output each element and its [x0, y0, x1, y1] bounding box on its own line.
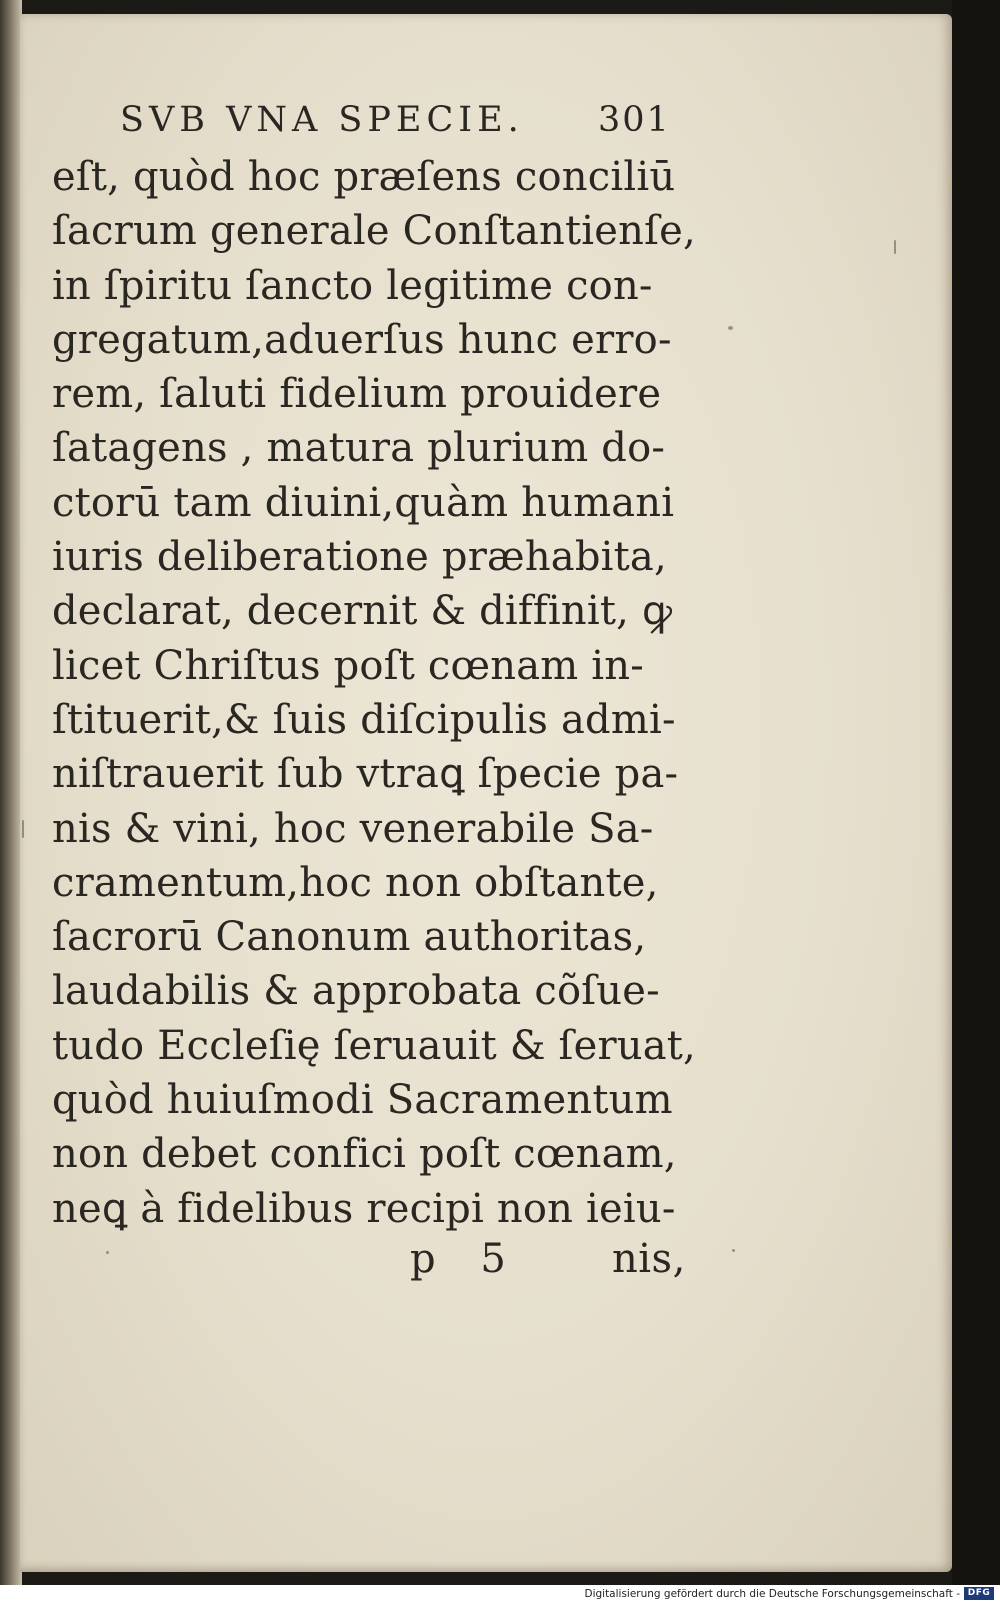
text-line: ctorū tam diuini,quàm humani: [52, 479, 675, 526]
catchword: nis,: [612, 1236, 686, 1282]
text-line: tudo Eccleſię ſeruauit & ſeruat,: [52, 1022, 696, 1069]
right-scan-margin: [952, 0, 1000, 1585]
text-line: rem, ſaluti fidelium prouidere: [52, 371, 662, 418]
text-line: ſacrum generale Conſtantienſe,: [52, 208, 696, 255]
text-line: non debet confici poſt cœnam,: [52, 1131, 677, 1178]
text-line: declarat, decernit & diffinit, ꝙ: [52, 588, 673, 635]
text-line: quòd huiuſmodi Sacramentum: [52, 1077, 673, 1124]
text-line: nis & vini, hoc venerabile Sa-: [52, 805, 654, 852]
running-head: SVB VNA SPECIE.: [120, 100, 524, 140]
left-page-edge: [0, 0, 22, 1585]
text-line: iuris deliberatione præhabita,: [52, 534, 667, 581]
text-line: eſt, quòd hoc præſens conciliū: [52, 154, 676, 200]
text-line: neꝗ à fidelibus recipi non ieiu-: [52, 1185, 676, 1232]
text-line: in ſpiritu ſancto legitime con-: [52, 262, 653, 309]
page-number: 301: [598, 100, 671, 140]
text-line: niſtrauerit ſub vtraꝗ ſpecie pa-: [52, 751, 679, 798]
signature-mark: p 5: [410, 1236, 522, 1282]
text-line: laudabilis & approbata cõſue-: [52, 968, 660, 1015]
paper-speck: [732, 1249, 735, 1252]
paper-speck: [106, 1251, 109, 1254]
text-line: gregatum,aduerſus hunc erro-: [52, 316, 672, 363]
paper-speck: [894, 240, 896, 254]
dfg-logo: DFG: [964, 1587, 994, 1600]
text-line: ſatagens , matura plurium do-: [52, 425, 666, 472]
body-text: [52, 150, 732, 1236]
footer-credit: Digitalisierung gefördert durch die Deutsche Forschungsgemeinschaft -: [584, 1588, 960, 1600]
text-line: licet Chriſtus poſt cœnam in-: [52, 642, 644, 689]
paper-speck: [22, 820, 24, 838]
text-line: cramentum,hoc non obſtante,: [52, 859, 659, 906]
text-line: ſacrorū Canonum authoritas,: [52, 914, 647, 961]
text-line: ſtituerit,& ſuis diſcipulis admi-: [52, 696, 676, 743]
